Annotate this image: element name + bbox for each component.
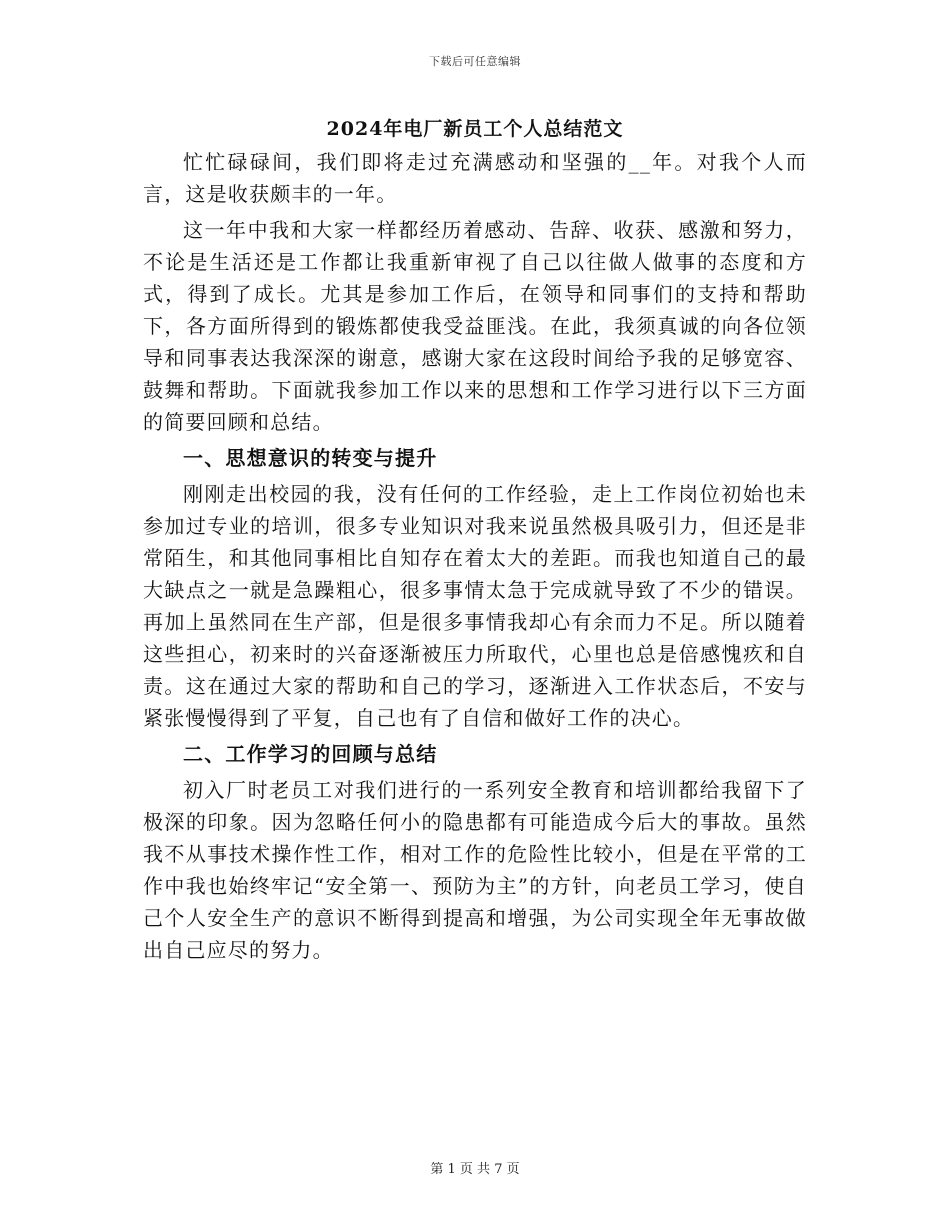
intro-paragraph-2: 这一年中我和大家一样都经历着感动、告辞、收获、感激和努力，不论是生活还是工作都让我重新审视了自己以往做人做事的态度和方式，得到了成长。尤其是参加工作后，在领导和同事们的支持和帮助下，各方面所得到的锻炼都使我受益匪浅。在此，我须真诚的向各位领导和同事表达我深深的谢意，感谢大家在这段时间给予我的足够宽容、鼓舞和帮助。下面就我参加工作以来的思想和工作学习进行以下三方面的简要回顾和总结。 <box>143 218 807 434</box>
document-body <box>143 112 807 966</box>
section-heading-2: 二、工作学习的回顾与总结 <box>183 742 438 766</box>
section-heading-1: 一、思想意识的转变与提升 <box>183 446 438 470</box>
intro-paragraph-1: 忙忙碌碌间，我们即将走过充满感动和坚强的__年。对我个人而言，这是收获颇丰的一年。 <box>143 150 807 206</box>
section-2-paragraph-1: 初入厂时老员工对我们进行的一系列安全教育和培训都给我留下了极深的印象。因为忽略任何小的隐患都有可能造成今后大的事故。虽然我不从事技术操作性工作，相对工作的危险性比较小，但是在平常的工作中我也始终牢记“安全第一、预防为主”的方针，向老员工学习，使自己个人安全生产的意识不断得到提高和增强，为公司实现全年无事故做出自己应尽的努力。 <box>143 778 807 962</box>
section-1-paragraph-1: 刚刚走出校园的我，没有任何的工作经验，走上工作岗位初始也未参加过专业的培训，很多专业知识对我来说虽然极具吸引力，但还是非常陌生，和其他同事相比自知存在着太大的差距。而我也知道自己的最大缺点之一就是急躁粗心，很多事情太急于完成就导致了不少的错误。再加上虽然同在生产部，但是很多事情我却心有余而力不足。所以随着这些担心，初来时的兴奋逐渐被压力所取代，心里也总是倍感愧疚和自责。这在通过大家的帮助和自己的学习，逐渐进入工作状态后，不安与紧张慢慢得到了平复，自己也有了自信和做好工作的决心。 <box>143 482 807 730</box>
document-title: 2024年电厂新员工个人总结范文 <box>326 118 624 140</box>
page-number: 第 1 页 共 7 页 <box>430 1162 520 1177</box>
header-note: 下载后可任意编辑 <box>429 55 521 68</box>
